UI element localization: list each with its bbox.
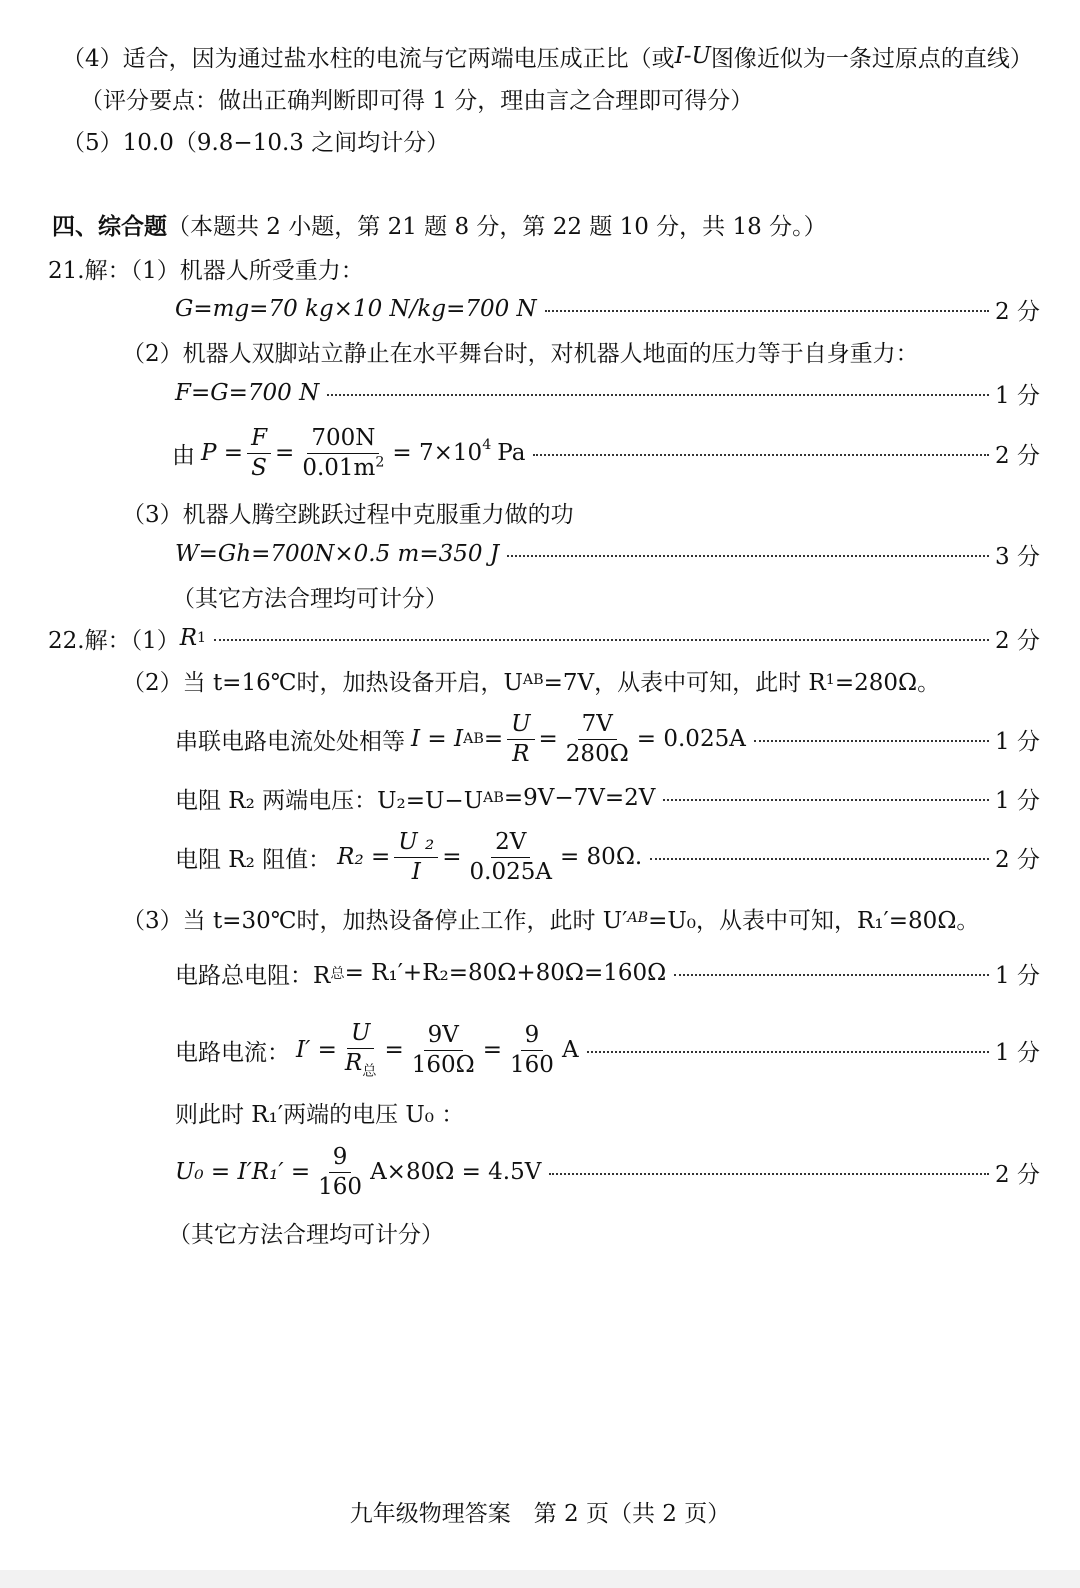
score: 1 分 [995,728,1040,755]
fraction: $\frac{U}{R}$ [507,710,534,769]
q22-eq-u0: U₀ = I′R₁′ = $\frac{9}{160}$ A×80Ω = 4.5V 2 分 [175,1143,1040,1200]
dotted-leader [754,740,989,742]
score: 1 分 [995,962,1040,989]
q21-eq-work: W=Gh=700N×0.5 m=350 J 3 分 [175,534,1040,574]
q22-eq-current: 串联电路电流处处相等 I = I AB = $\frac{U}{R}$ = $\frac{7V}{280\Omega}$ = 0.025A 1 分 [175,710,1040,767]
q22-part1: 22.解：（1） R 1 2 分 [48,618,1040,658]
section-heading: 四、综合题 （本题共 2 小题，第 21 题 8 分，第 22 题 10 分，共 18 分。） [52,212,827,240]
dotted-leader [650,858,989,860]
fraction: $\frac{\text{U ₂}}{I}$ [394,828,438,887]
fraction: $\frac{700N}{0.01m^2}$ [302,424,385,481]
q5-answer-line: （5）10.0（9.8−10.3 之间均计分） [62,129,450,156]
dotted-leader [533,454,989,456]
dotted-leader [545,310,989,312]
fraction: $\frac{F}{S}$ [247,424,271,483]
q22-part3-text: （3）当 t=30℃时，加热设备停止工作，此时 U′ AB =U₀，从表中可知，R₁′=80Ω。 [122,907,980,934]
q21-eq-gravity: G=mg=70 kg×10 N/kg=700 N 2 分 [175,289,1040,329]
q21-label: 21.解：（1）机器人所受重力： [48,257,364,284]
dotted-leader [549,1173,989,1175]
q22-eq-u2: 电阻 R₂ 两端电压：U₂=U−U AB =9V−7V=2V 1 分 [175,778,1040,818]
q21-eq-force: F=G=700 N 1 分 [175,373,1040,413]
scan-bottom-edge [0,1570,1080,1588]
score: 2 分 [995,1161,1040,1188]
score: 1 分 [995,1039,1040,1066]
page-footer: 九年级物理答案 第 2 页（共 2 页） [349,1501,731,1527]
dotted-leader [663,799,989,801]
score: 3 分 [995,543,1040,570]
q21-eq-pressure: 由 P = $\frac{F}{S}$ = $\frac{700N}{0.01m^2}$ = 7×10 $^4$ Pa 2 分 [172,424,1040,481]
q22-part2-text: （2）当 t=16℃时，加热设备开启，U AB =7V，从表中可知，此时 R 1 =280Ω。 [122,669,941,696]
q21-other-methods: （其它方法合理均可计分） [172,585,448,612]
q22-eq-total-resistance: 电路总电阻：R 总 = R₁′+R₂=80Ω+80Ω=160Ω 1 分 [175,953,1040,993]
fraction: $\frac{9}{160}$ [510,1021,554,1078]
q21-part2-text: （2）机器人双脚站立静止在水平舞台时，对机器人地面的压力等于自身重力： [122,340,919,367]
score: 1 分 [995,382,1040,409]
q22-eq-circuit-current: 电路电流： I′ = $\frac{U}{R_总}$ = $\frac{9V}{160\Omega}$ = $\frac{9}{160}$ A 1 分 [175,1019,1040,1080]
q22-u0-intro: 则此时 R₁′两端的电压 U₀ ： [175,1101,465,1128]
score: 2 分 [995,846,1040,873]
score: 2 分 [995,627,1040,654]
score: 2 分 [995,442,1040,469]
dotted-leader [674,974,989,976]
score: 2 分 [995,298,1040,325]
fraction: $\frac{9V}{160\Omega}$ [411,1021,475,1078]
q21-part3-text: （3）机器人腾空跳跃过程中克服重力做的功 [122,501,574,528]
q4-answer-line: （4）适合，因为通过盐水柱的电流与它两端电压成正比（或 I-U 图像近似为一条过原点的直线） [62,43,1033,72]
fraction: $\frac{7V}{280\Omega}$ [565,710,629,767]
dotted-leader [587,1051,989,1053]
dotted-leader [507,555,989,557]
q22-other-methods: （其它方法合理均可计分） [168,1221,444,1248]
fraction: $\frac{U}{R_总}$ [344,1019,377,1080]
fraction: $\frac{9}{160}$ [318,1143,363,1200]
fraction: $\frac{2V}{0.025A}$ [469,828,552,885]
dotted-leader [214,639,989,641]
dotted-leader [327,394,989,396]
q4-scoring-note: （评分要点：做出正确判断即可得 1 分，理由言之合理即可得分） [80,87,754,114]
score: 1 分 [995,787,1040,814]
q22-eq-r2: 电阻 R₂ 阻值： R₂ = $\frac{\text{U ₂}}{I}$ = $\frac{2V}{0.025A}$ = 80Ω. 2 分 [175,828,1040,885]
